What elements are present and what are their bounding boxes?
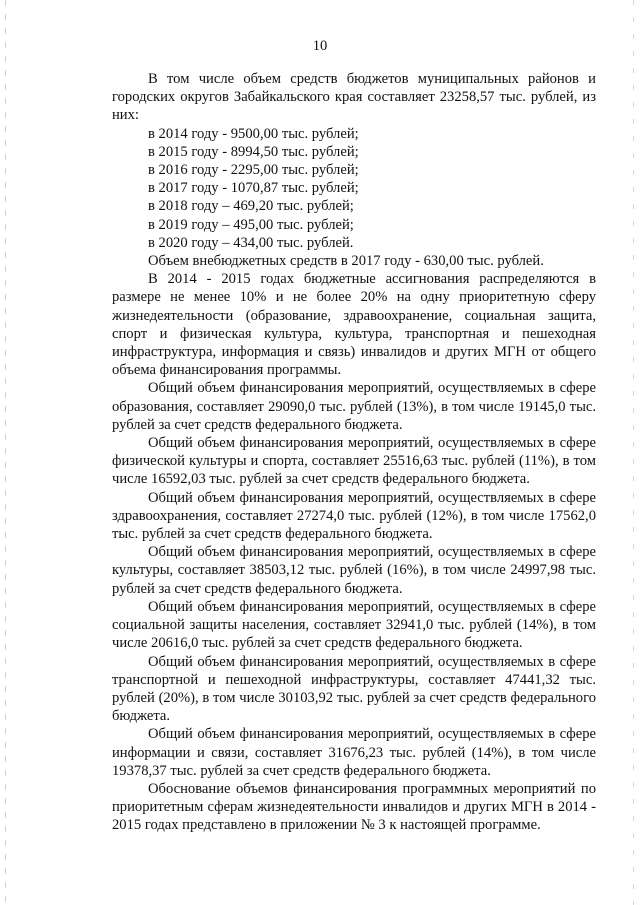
paragraph-justification: Обоснование объемов финансирования программных мероприятий по приоритетным сферам жизнедеятельности инвалидов и других МГН в 2014 - 2015 годах представлено в приложении № 3 к настоящей программе. (112, 780, 596, 834)
paragraph-social-protection: Общий объем финансирования мероприятий, осуществляемых в сфере социальной защиты населения, составляет 32941,0 тыс. рублей (14%), в том числе 20616,0 тыс. рублей за счет средств федерального бюджета. (112, 598, 596, 652)
page-number: 10 (312, 38, 328, 54)
budget-year-2017: в 2017 году - 1070,87 тыс. рублей; (148, 180, 359, 197)
budget-year-2016: в 2016 году - 2295,00 тыс. рублей; (148, 162, 359, 179)
paragraph-healthcare: Общий объем финансирования мероприятий, осуществляемых в сфере здравоохранения, составляет 27274,0 тыс. рублей (12%), в том числе 17562,0 тыс. рублей за счет средств федерального бюджета. (112, 489, 596, 543)
paragraph-culture: Общий объем финансирования мероприятий, осуществляемых в сфере культуры, составляет 38503,12 тыс. рублей (16%), в том числе 24997,98 тыс. рублей за счет средств федерального бюджета. (112, 544, 596, 597)
body-text (112, 70, 596, 835)
paragraph-municipal-budget: В том числе объем средств бюджетов муниципальных районов и городских округов Забайкальского края составляет 23258,57 тыс. рублей, из них: (112, 71, 596, 124)
paragraph-allocation-rules: В 2014 - 2015 годах бюджетные ассигнования распределяются в размере не менее 10% и не более 20% на одну приоритетную сферу жизнедеятельности (образование, здравоохранение, социальная защита, спорт и физическая культура, культура, транспортная и пешеходная инфраструктура, информация и связь) инвалидов и других МГН от общего объема финансирования программы. (112, 271, 596, 379)
paragraph-extrabudgetary: Объем внебюджетных средств в 2017 году - 630,00 тыс. рублей. (148, 253, 544, 270)
budget-year-2020: в 2020 году – 434,00 тыс. рублей. (148, 234, 354, 251)
budget-year-2018: в 2018 году – 469,20 тыс. рублей; (148, 198, 354, 215)
paragraph-sport: Общий объем финансирования мероприятий, осуществляемых в сфере физической культуры и спорта, составляет 25516,63 тыс. рублей (11%), в том числе 16592,03 тыс. рублей за счет средств федерального бюджета. (112, 435, 596, 488)
paragraph-education: Общий объем финансирования мероприятий, осуществляемых в сфере образования, составляет 29090,0 тыс. рублей (13%), в том числе 19145,0 тыс. рублей за счет средств федерального бюджета. (112, 380, 596, 433)
scan-edge-right (633, 0, 634, 905)
budget-year-2019: в 2019 году – 495,00 тыс. рублей; (148, 216, 354, 233)
paragraph-information: Общий объем финансирования мероприятий, осуществляемых в сфере информации и связи, составляет 31676,23 тыс. рублей (14%), в том числе 19378,37 тыс. рублей за счет средств федерального бюджета. (112, 726, 596, 779)
scan-edge-left (5, 0, 6, 905)
paragraph-transport: Общий объем финансирования мероприятий, осуществляемых в сфере транспортной и пешеходной инфраструктуры, составляет 47441,32 тыс. рублей (20%), в том числе 30103,92 тыс. рублей за счет средств федерального бюджета. (112, 653, 596, 725)
budget-year-2014: в 2014 году - 9500,00 тыс. рублей; (148, 125, 359, 142)
budget-year-2015: в 2015 году - 8994,50 тыс. рублей; (148, 143, 359, 160)
